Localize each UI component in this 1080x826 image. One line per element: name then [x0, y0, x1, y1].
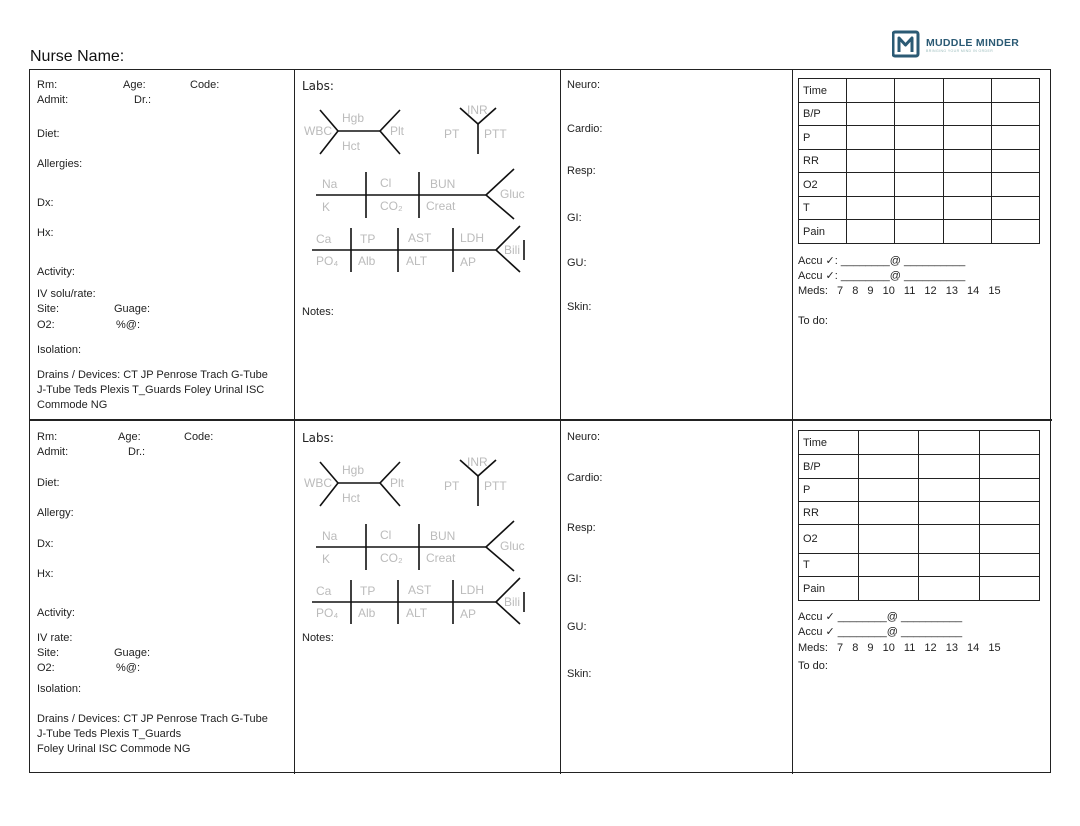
- meds-hour: 12: [924, 642, 937, 654]
- vitals-label: T: [799, 197, 847, 220]
- meds-hour: 8: [852, 642, 859, 654]
- vitals-row: [799, 455, 1040, 479]
- vitals-cell[interactable]: [991, 220, 1039, 244]
- report-sheet: [29, 69, 1051, 773]
- todo-label: To do:: [798, 660, 828, 672]
- vitals-cell[interactable]: [847, 220, 895, 244]
- meds-hour: 11: [903, 642, 916, 654]
- dx-label: Dx:: [37, 538, 54, 550]
- muddle-minder-logo-icon: [892, 30, 920, 58]
- wbc-label: WBC: [304, 476, 332, 490]
- vitals-cell[interactable]: [991, 197, 1039, 220]
- creat-label: Creat: [426, 551, 456, 565]
- o2-percent-label: %@:: [116, 319, 141, 331]
- pt-label: PT: [444, 479, 460, 493]
- vitals-table: [798, 78, 1040, 244]
- vitals-cell[interactable]: [943, 79, 991, 103]
- vitals-cell[interactable]: [943, 173, 991, 197]
- vitals-cell[interactable]: [895, 220, 943, 244]
- vitals-cell[interactable]: [895, 126, 943, 150]
- vitals-label: B/P: [799, 455, 859, 479]
- diet-label: Diet:: [37, 477, 60, 489]
- vitals-cell[interactable]: [895, 150, 943, 173]
- hct-label: Hct: [342, 139, 360, 153]
- vitals-cell[interactable]: [991, 79, 1039, 103]
- hct-label: Hct: [342, 491, 360, 505]
- lab-fishbones: [302, 100, 532, 280]
- vitals-cell[interactable]: [979, 525, 1039, 554]
- vitals-cell[interactable]: [859, 431, 919, 455]
- iv-label: IV rate:: [37, 632, 73, 644]
- tp-label: TP: [360, 584, 376, 598]
- vitals-row: [799, 577, 1040, 601]
- admit-label: Admit:: [37, 94, 69, 106]
- vitals-cell[interactable]: [979, 502, 1039, 525]
- vitals-cell[interactable]: [919, 577, 979, 601]
- vitals-cell[interactable]: [991, 126, 1039, 150]
- isolation-label: Isolation:: [37, 683, 82, 695]
- vitals-cell[interactable]: [895, 103, 943, 126]
- labs-heading: Labs:: [302, 431, 334, 445]
- o2-label: O2:: [37, 319, 55, 331]
- vitals-cell[interactable]: [847, 103, 895, 126]
- meds-hour: 9: [867, 642, 874, 654]
- o2-percent-label: %@:: [116, 662, 141, 674]
- isolation-label: Isolation:: [37, 344, 82, 356]
- vitals-row: [799, 150, 1040, 173]
- gu-label: GU:: [567, 257, 587, 269]
- skin-label: Skin:: [567, 668, 592, 680]
- vitals-row: [799, 554, 1040, 577]
- vitals-cell[interactable]: [859, 554, 919, 577]
- bun-label: BUN: [430, 529, 456, 543]
- vitals-cell[interactable]: [919, 554, 979, 577]
- ap-label: AP: [460, 607, 477, 621]
- vitals-cell[interactable]: [859, 502, 919, 525]
- coag-fishbone: [444, 103, 507, 154]
- nurse-name-label: Nurse Name:: [30, 48, 125, 65]
- co2-label: CO₂: [380, 551, 403, 565]
- vitals-label: Time: [799, 431, 859, 455]
- resp-label: Resp:: [567, 165, 596, 177]
- room-label: Rm:: [37, 431, 58, 443]
- divider: [560, 70, 561, 774]
- drains-devices-line: Drains / Devices: CT JP Penrose Trach G-Tube: [37, 369, 268, 381]
- meds-label: Meds:: [798, 285, 828, 297]
- vitals-cell[interactable]: [943, 150, 991, 173]
- vitals-row: [799, 79, 1040, 103]
- room-label: Rm:: [37, 79, 58, 91]
- ptt-label: PTT: [484, 127, 507, 141]
- hgb-label: Hgb: [342, 463, 365, 477]
- na-label: Na: [322, 529, 338, 543]
- vitals-cell[interactable]: [847, 150, 895, 173]
- vitals-cell[interactable]: [979, 479, 1039, 502]
- bmp-fishbone: [316, 521, 525, 571]
- vitals-cell[interactable]: [847, 79, 895, 103]
- vitals-row: [799, 173, 1040, 197]
- meds-schedule: [798, 641, 1007, 656]
- vitals-row: [799, 431, 1040, 455]
- vitals-cell[interactable]: [895, 197, 943, 220]
- alb-label: Alb: [358, 254, 376, 268]
- meds-hour: 10: [882, 642, 895, 654]
- diet-label: Diet:: [37, 128, 60, 140]
- patient-divider: [30, 419, 1052, 421]
- divider: [294, 70, 295, 774]
- vitals-cell[interactable]: [919, 479, 979, 502]
- vitals-cell[interactable]: [991, 103, 1039, 126]
- accu-check-line: Accu ✓ ________@ __________: [798, 626, 963, 638]
- pt-label: PT: [444, 127, 460, 141]
- admit-label: Admit:: [37, 446, 69, 458]
- ca-label: Ca: [316, 584, 332, 598]
- plt-label: Plt: [390, 124, 405, 138]
- meds-hour: 8: [852, 285, 859, 297]
- vitals-cell[interactable]: [859, 479, 919, 502]
- meds-label: Meds:: [798, 642, 828, 654]
- drains-devices-line: J-Tube Teds Plexis T_Guards: [37, 728, 182, 740]
- lft-fishbone: [312, 226, 524, 272]
- creat-label: Creat: [426, 199, 456, 213]
- lft-fishbone: [312, 578, 524, 624]
- lab-fishbones: [302, 452, 532, 632]
- meds-hour: 14: [967, 285, 980, 297]
- vitals-label: Pain: [799, 220, 847, 244]
- cbc-fishbone: [304, 110, 405, 154]
- vitals-cell[interactable]: [943, 103, 991, 126]
- divider: [792, 70, 793, 774]
- doctor-label: Dr.:: [128, 446, 146, 458]
- site-label: Site:: [37, 647, 60, 659]
- plt-label: Plt: [390, 476, 405, 490]
- site-label: Site:: [37, 303, 60, 315]
- vitals-row: [799, 103, 1040, 126]
- k-label: K: [322, 552, 331, 566]
- resp-label: Resp:: [567, 522, 596, 534]
- logo: [892, 30, 1032, 60]
- meds-hour: 14: [967, 642, 980, 654]
- guage-label: Guage:: [114, 647, 151, 659]
- vitals-cell[interactable]: [895, 79, 943, 103]
- drains-devices-line: J-Tube Teds Plexis T_Guards Foley Urinal ISC: [37, 384, 265, 396]
- vitals-label: Pain: [799, 577, 859, 601]
- allergies-label: Allergies:: [37, 158, 83, 170]
- meds-hour: 13: [945, 642, 958, 654]
- gluc-label: Gluc: [500, 187, 525, 201]
- logo-tagline: BRINGING YOUR MIND IN ORDER: [926, 49, 994, 53]
- vitals-cell[interactable]: [859, 525, 919, 554]
- meds-schedule: [798, 284, 1007, 299]
- vitals-label: O2: [799, 525, 859, 554]
- cl-label: Cl: [380, 528, 392, 542]
- meds-hour: 9: [867, 285, 874, 297]
- vitals-cell[interactable]: [847, 126, 895, 150]
- neuro-label: Neuro:: [567, 431, 601, 443]
- doctor-label: Dr.:: [134, 94, 152, 106]
- hgb-label: Hgb: [342, 111, 365, 125]
- k-label: K: [322, 200, 331, 214]
- vitals-row: [799, 502, 1040, 525]
- vitals-cell[interactable]: [859, 577, 919, 601]
- bili-label: Bili: [504, 595, 521, 609]
- vitals-table: [798, 430, 1040, 601]
- vitals-label: P: [799, 126, 847, 150]
- inr-label: INR: [467, 455, 488, 469]
- neuro-label: Neuro:: [567, 79, 601, 91]
- vitals-cell[interactable]: [895, 173, 943, 197]
- ldh-label: LDH: [460, 231, 485, 245]
- hx-label: Hx:: [37, 568, 54, 580]
- po4-label: PO₄: [316, 606, 339, 620]
- age-label: Age:: [118, 431, 141, 443]
- bili-label: Bili: [504, 243, 521, 257]
- vitals-cell[interactable]: [979, 577, 1039, 601]
- ast-label: AST: [408, 231, 432, 245]
- ldh-label: LDH: [460, 583, 485, 597]
- vitals-cell[interactable]: [847, 173, 895, 197]
- meds-hour: 7: [837, 285, 844, 297]
- drains-devices-line: Drains / Devices: CT JP Penrose Trach G-Tube: [37, 713, 268, 725]
- tp-label: TP: [360, 232, 376, 246]
- ast-label: AST: [408, 583, 432, 597]
- vitals-label: O2: [799, 173, 847, 197]
- dx-label: Dx:: [37, 197, 54, 209]
- bmp-fishbone: [316, 169, 525, 219]
- vitals-row: [799, 479, 1040, 502]
- cardio-label: Cardio:: [567, 472, 603, 484]
- meds-hour: 15: [988, 285, 1001, 297]
- vitals-label: T: [799, 554, 859, 577]
- cbc-fishbone: [304, 462, 405, 506]
- cardio-label: Cardio:: [567, 123, 603, 135]
- logo-brand: MUDDLE MINDER: [926, 37, 1020, 49]
- vitals-row: [799, 525, 1040, 554]
- gi-label: GI:: [567, 573, 582, 585]
- vitals-label: P: [799, 479, 859, 502]
- vitals-cell[interactable]: [859, 455, 919, 479]
- vitals-cell[interactable]: [991, 173, 1039, 197]
- accu-check-line: Accu ✓: ________@ __________: [798, 255, 966, 267]
- vitals-label: Time: [799, 79, 847, 103]
- age-label: Age:: [123, 79, 146, 91]
- todo-label: To do:: [798, 315, 828, 327]
- ca-label: Ca: [316, 232, 332, 246]
- drains-devices-line: Commode NG: [37, 399, 108, 411]
- gluc-label: Gluc: [500, 539, 525, 553]
- vitals-cell[interactable]: [943, 197, 991, 220]
- vitals-label: RR: [799, 502, 859, 525]
- accu-check-line: Accu ✓ ________@ __________: [798, 611, 963, 623]
- activity-label: Activity:: [37, 607, 75, 619]
- vitals-cell[interactable]: [979, 431, 1039, 455]
- alb-label: Alb: [358, 606, 376, 620]
- bun-label: BUN: [430, 177, 456, 191]
- o2-label: O2:: [37, 662, 55, 674]
- vitals-row: [799, 197, 1040, 220]
- notes-label: Notes:: [302, 632, 334, 644]
- coag-fishbone: [444, 455, 507, 506]
- alt-label: ALT: [406, 606, 428, 620]
- vitals-label: RR: [799, 150, 847, 173]
- vitals-cell[interactable]: [979, 554, 1039, 577]
- meds-hour: 10: [882, 285, 895, 297]
- co2-label: CO₂: [380, 199, 403, 213]
- vitals-cell[interactable]: [847, 197, 895, 220]
- vitals-row: [799, 220, 1040, 244]
- cl-label: Cl: [380, 176, 392, 190]
- vitals-cell[interactable]: [943, 220, 991, 244]
- alt-label: ALT: [406, 254, 428, 268]
- iv-label: IV solu/rate:: [37, 288, 96, 300]
- code-label: Code:: [184, 431, 214, 443]
- vitals-cell[interactable]: [991, 150, 1039, 173]
- hx-label: Hx:: [37, 227, 54, 239]
- guage-label: Guage:: [114, 303, 151, 315]
- po4-label: PO₄: [316, 254, 339, 268]
- notes-label: Notes:: [302, 306, 334, 318]
- ap-label: AP: [460, 255, 477, 269]
- vitals-cell[interactable]: [979, 455, 1039, 479]
- vitals-row: [799, 126, 1040, 150]
- inr-label: INR: [467, 103, 488, 117]
- drains-devices-line: Foley Urinal ISC Commode NG: [37, 743, 191, 755]
- accu-check-line: Accu ✓: ________@ __________: [798, 270, 966, 282]
- allergy-label: Allergy:: [37, 507, 74, 519]
- vitals-cell[interactable]: [919, 455, 979, 479]
- gu-label: GU:: [567, 621, 587, 633]
- vitals-cell[interactable]: [919, 502, 979, 525]
- vitals-cell[interactable]: [943, 126, 991, 150]
- ptt-label: PTT: [484, 479, 507, 493]
- code-label: Code:: [190, 79, 220, 91]
- wbc-label: WBC: [304, 124, 332, 138]
- labs-heading: Labs:: [302, 79, 334, 93]
- vitals-label: B/P: [799, 103, 847, 126]
- meds-hour: 11: [903, 285, 916, 297]
- meds-hour: 12: [924, 285, 937, 297]
- meds-hour: 15: [988, 642, 1001, 654]
- na-label: Na: [322, 177, 338, 191]
- activity-label: Activity:: [37, 266, 75, 278]
- vitals-cell[interactable]: [919, 525, 979, 554]
- gi-label: GI:: [567, 212, 582, 224]
- vitals-cell[interactable]: [919, 431, 979, 455]
- skin-label: Skin:: [567, 301, 592, 313]
- meds-hour: 13: [945, 285, 958, 297]
- meds-hour: 7: [837, 642, 844, 654]
